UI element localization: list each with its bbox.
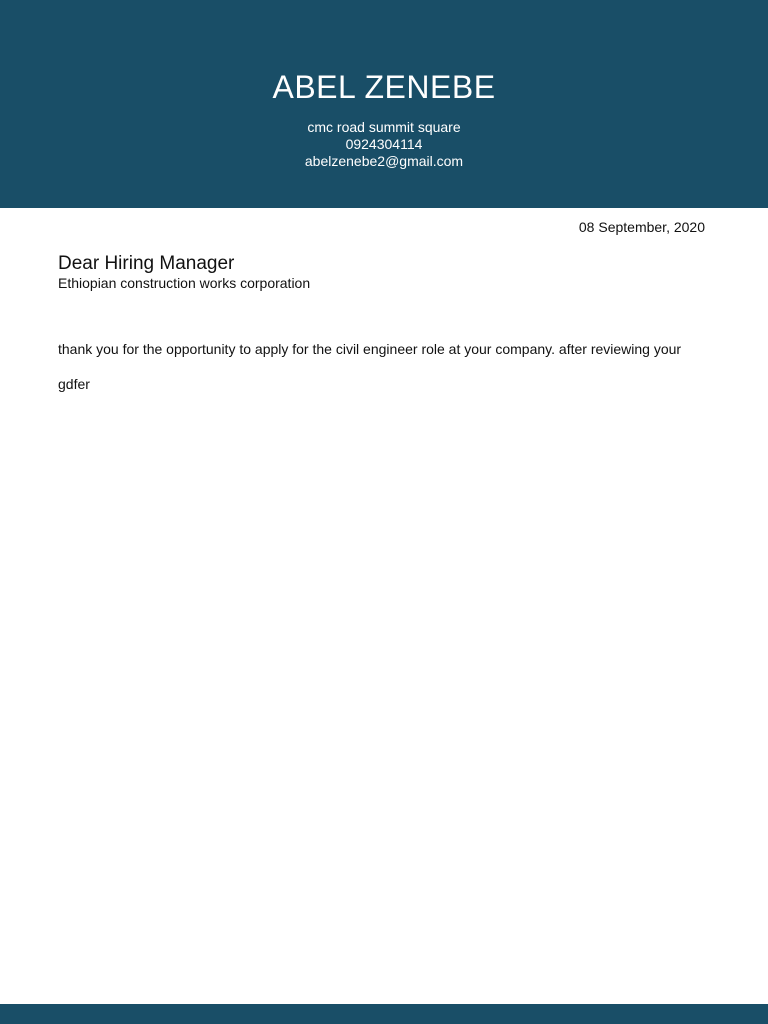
salutation: Dear Hiring Manager: [58, 253, 235, 274]
letter-date: 08 September, 2020: [578, 219, 705, 235]
letterhead-banner: [0, 0, 768, 208]
sender-address: cmc road summit square: [307, 119, 461, 135]
sender-contact-block: [0, 119, 768, 170]
letter-paragraph: thank you for the opportunity to apply for the civil engineer role at your company. after reviewing your: [58, 341, 682, 357]
sender-email: abelzenebe2@gmail.com: [304, 153, 464, 169]
footer-bar: [0, 1004, 768, 1024]
sender-name: ABEL ZENEBE: [272, 69, 496, 105]
recipient-company: Ethiopian construction works corporation: [58, 275, 311, 291]
letter-paragraph: gdfer: [58, 376, 90, 392]
sender-phone: 0924304114: [345, 136, 423, 152]
